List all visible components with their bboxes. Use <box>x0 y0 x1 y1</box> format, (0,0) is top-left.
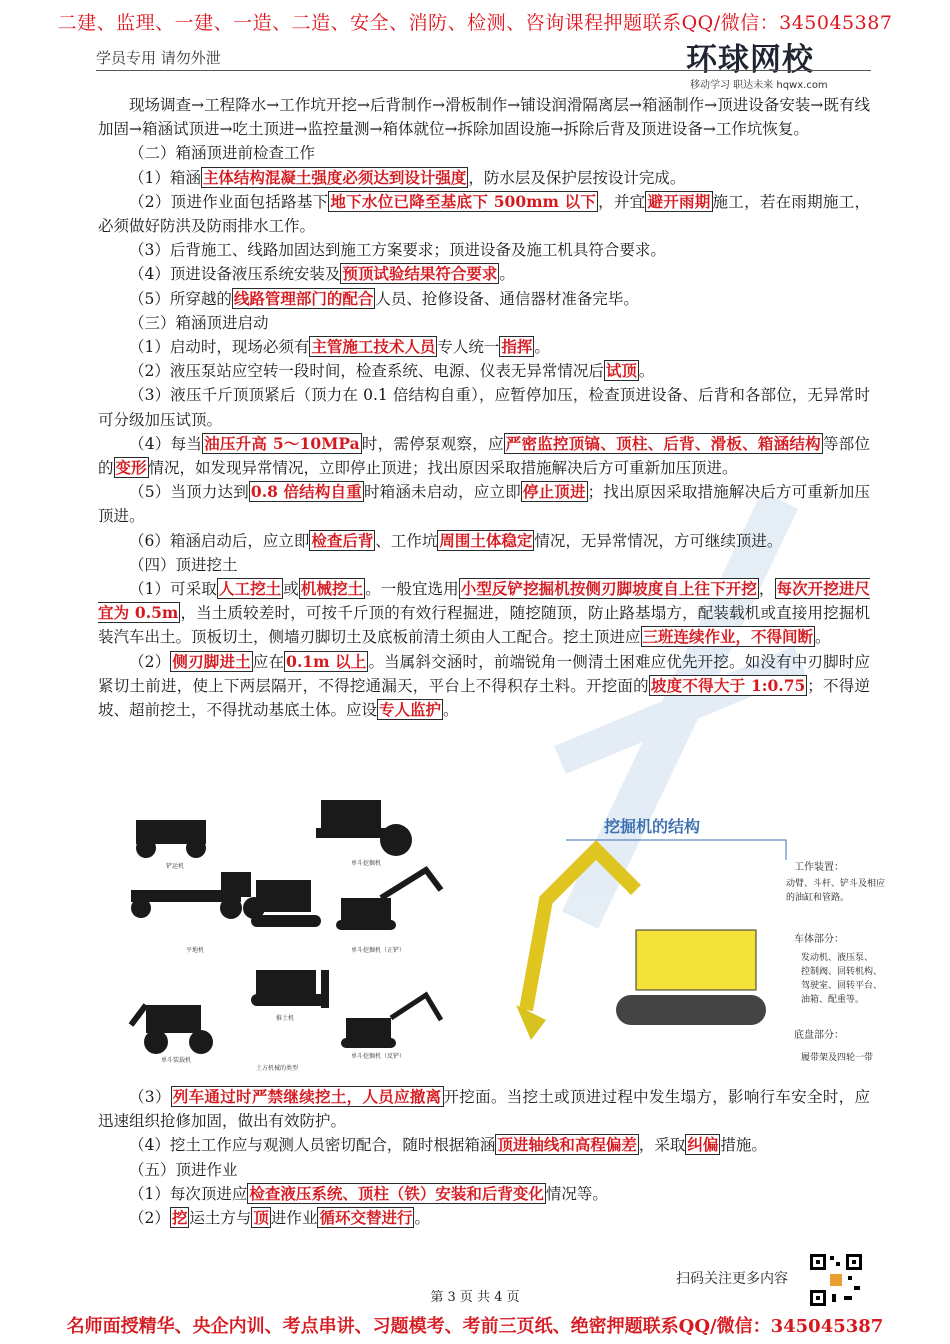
machine-label: 单斗挖掘机（反铲） <box>351 1054 406 1060</box>
machinery-figure <box>126 780 886 1072</box>
section-heading-3: （三）箱涵顶进启动 <box>129 313 269 332</box>
logo-tagline: 移动学习 职达未来 hqwx.com <box>690 80 828 91</box>
structure-title: 挖掘机的结构 <box>604 819 701 836</box>
paragraph: （3）液压千斤顶顶紧后（顶力在 0.1 倍结构自重），应暂停加压，检查顶进设备、后背和各部位，无异常时可分级加压试顶。 <box>98 386 870 429</box>
body-part-line: 油箱、配重等。 <box>801 994 865 1004</box>
paragraph: （1）箱涵 主体结构混凝土强度必须达到设计强度 ，防水层及保护层按设计完成。 <box>129 167 686 187</box>
paragraph: （1）每次顶进应 检查液压系统、顶柱（铁）安装和后背变化 情况等。 <box>129 1183 608 1203</box>
highlight: 检查液压系统、顶柱（铁）安装和后背变化 <box>249 1183 544 1203</box>
paragraph: （5）所穿越的 线路管理部门的配合 人员、抢修设备、通信器材准备完毕。 <box>129 288 639 308</box>
highlight: 机械挖土 <box>300 579 364 599</box>
highlight: 三班连续作业，不得间断 <box>642 627 814 647</box>
figure-caption: 土方机械的类型 <box>256 1066 299 1072</box>
highlight: 线路管理部门的配合 <box>233 288 374 308</box>
paragraph: （4）挖土工作应与观测人员密切配合，随时根据箱涵 顶进轴线和高程偏差 ，采取 纠偏 措施。 <box>129 1135 767 1155</box>
work-device-line: 动臂、斗杆、铲斗及相应 <box>786 878 886 888</box>
machine-label: 单斗挖掘机 <box>351 861 382 867</box>
paragraph: （2） 挖 运土方与 顶 进作业 循环交替进行 。 <box>129 1208 430 1228</box>
highlight: 专人监护 <box>379 700 442 720</box>
highlight: 周围土体稳定 <box>439 530 533 550</box>
highlight: 每次开挖进尺宜为 0.5m <box>98 579 870 623</box>
logo-text: 环球网校 <box>686 42 814 78</box>
paragraph: （2）液压泵站应空转一段时间，检查系统、电源、仪表无异常情况后 试顶 。 <box>129 361 655 381</box>
work-device-line: 的油缸和管路。 <box>786 892 850 902</box>
highlight: 油压升高 5～10MPa <box>204 433 360 453</box>
paragraph: （5）当顶力达到 0.8 倍结构自重 时箱涵未启动，应立即 停止顶进 ；找出原因采取措施解决后方可重新加压顶进。 <box>98 482 870 526</box>
qr-caption: 扫码关注更多内容 <box>676 1271 788 1287</box>
highlight: 试顶 <box>605 361 637 381</box>
body-part-title: 车体部分： <box>794 934 844 945</box>
header-notice: 学员专用 请勿外泄 <box>96 49 221 67</box>
highlight: 坡度不得大于 1:0.75 <box>650 675 806 695</box>
highlight: 预顶试验结果符合要求 <box>342 264 498 284</box>
chassis-title: 底盘部分： <box>794 1030 844 1041</box>
paragraph: （3） 列车通过时严禁继续挖土，人员应撤离 开挖面。当挖土或顶进过程中发生塌方，影响行车安全时，应迅速组织抢修加固，做出有效防护。 <box>98 1087 870 1131</box>
paragraph: （3）后背施工、线路加固达到施工方案要求；顶进设备及施工机具符合要求。 <box>129 241 666 260</box>
bottom-contact-banner: 名师面授精华、央企内训、考点串讲、习题模考、考前三页纸、绝密押题联系QQ/微信：345045387 <box>66 1316 884 1337</box>
header-divider <box>96 70 871 71</box>
machine-label: 平地机 <box>186 948 205 954</box>
top-contact-banner: 二建、监理、一建、一造、二造、安全、消防、检测、咨询课程押题联系QQ/微信：345045387 <box>57 12 893 34</box>
highlight: 循环交替进行 <box>319 1208 413 1228</box>
body-part-line: 控制阀、回转机构、 <box>801 966 883 976</box>
highlight: 人工挖土 <box>218 579 282 599</box>
chassis-line: 履带架及四轮一带 <box>801 1052 874 1062</box>
earthmoving-machines-image <box>126 780 521 1070</box>
body-part-line: 驾驶室、回转平台、 <box>801 980 883 990</box>
highlight: 侧刃脚进土 <box>172 651 251 671</box>
highlight: 主体结构混凝土强度必须达到设计强度 <box>202 167 467 187</box>
paragraph: （2） 侧刃脚进土 应在 0.1m 以上 。当属斜交涵时，前端锐角一侧清土困难应优先开挖。如没有中刃脚时应紧切土前进，使上下两层隔开，不得挖通漏天，平台上不得积存土料。开挖面的 坡度不得大于 1:0.75 ；不得逆坡、超前挖土，不得扰动基底土体。应设 专人监护 。 <box>98 651 870 720</box>
main-text <box>98 93 870 722</box>
machine-label: 单斗装载机 <box>161 1058 192 1064</box>
machine-label: 单斗挖掘机（正铲） <box>351 948 406 954</box>
machine-label: 推土机 <box>276 1016 295 1022</box>
highlight: 挖 <box>171 1208 188 1228</box>
highlight: 顶 <box>253 1208 269 1228</box>
page-number: 第 3 页 共 4 页 <box>430 1290 520 1305</box>
highlight: 避开雨期 <box>647 191 711 211</box>
highlight: 0.8 倍结构自重 <box>250 482 362 502</box>
highlight: 变形 <box>115 458 147 478</box>
highlight: 严密监控顶镐、顶柱、后背、滑板、箱涵结构 <box>505 433 821 453</box>
section-heading-2: （二）箱涵顶进前检查工作 <box>129 144 316 163</box>
process-flow: 现场调查→工程降水→工作坑开挖→后背制作→滑板制作→铺设润滑隔离层→箱涵制作→顶进设备安装→既有线加固→箱涵试顶进→吃土顶进→监控量测→箱体就位→拆除加固设施→拆除后背及顶进设备→工作坑恢复。 <box>98 96 870 139</box>
body-part-line: 发动机、液压泵、 <box>801 952 874 962</box>
highlight: 小型反铲挖掘机按侧刃脚坡度自上往下开挖 <box>460 579 757 599</box>
paragraph: （1）可采取 人工挖土 或 机械挖土 。一般宜选用 小型反铲挖掘机按侧刃脚坡度自上往下开挖 ， 每次开挖进尺宜为 0.5m ，当土质较差时，可按千斤顶的有效行程掘进，随挖随顶，防止路基塌方，配装载机或直接用挖掘机装汽车出土。顶板切土，侧墙刃脚切土及底板前清土须由人工配合。挖土顶进应 三班连续作业，不得间断 。 <box>98 579 870 647</box>
work-device-title: 工作装置： <box>794 862 844 873</box>
highlight: 列车通过时严禁继续挖土，人员应撤离 <box>172 1087 442 1106</box>
machine-label: 铲运机 <box>166 864 185 870</box>
highlight: 0.1m 以上 <box>286 651 367 671</box>
section-heading-4: （四）顶进挖土 <box>129 555 238 574</box>
highlight: 检查后背 <box>311 530 374 550</box>
paragraph: （4）顶进设备液压系统安装及 预顶试验结果符合要求 。 <box>129 264 515 284</box>
paragraph: （4）每当 油压升高 5～10MPa 时，需停泵观察，应 严密监控顶镐、顶柱、后背、滑板、箱涵结构 等部位的 变形 情况，如发现异常情况，立即停止顶进；找出原因采取措施解决后方可重新加压顶进。 <box>98 433 870 478</box>
paragraph: （2）顶进作业面包括路基下 地下水位已降至基底下 500mm 以下 ，并宜 避开雨期 施工，若在雨期施工，必须做好防洪及防雨排水工作。 <box>98 191 870 236</box>
excavator-structure-image <box>486 780 886 1070</box>
main-text-continued <box>98 1085 870 1230</box>
highlight: 停止顶进 <box>522 482 586 502</box>
highlight: 纠偏 <box>687 1135 719 1155</box>
highlight: 指挥 <box>501 337 533 357</box>
section-heading-5: （五）顶进作业 <box>129 1160 238 1179</box>
highlight: 主管施工技术人员 <box>311 337 436 357</box>
paragraph: （1）启动时，现场必须有 主管施工技术人员 专人统一 指挥 。 <box>129 337 550 357</box>
highlight: 地下水位已降至基底下 500mm 以下 <box>330 191 597 211</box>
paragraph: （6）箱涵启动后，应立即 检查后背 、工作坑 周围土体稳定 情况，无异常情况，方可继续顶进。 <box>129 530 783 550</box>
highlight: 顶进轴线和高程偏差 <box>497 1135 637 1155</box>
brand-logo <box>676 34 876 91</box>
